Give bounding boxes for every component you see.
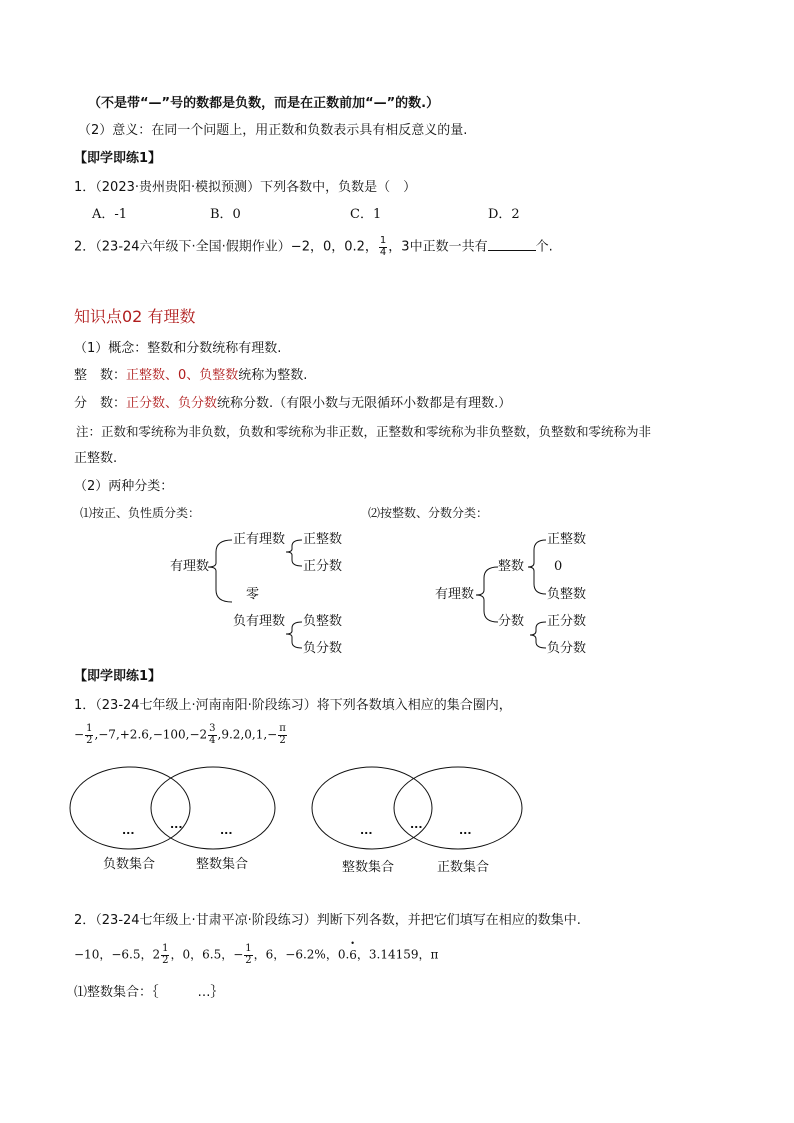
question-2-suffix-b: 个. [535, 239, 553, 255]
left-tree-negative-integer: 负整数 [303, 614, 343, 629]
right-tree-fraction: 分数 [498, 614, 525, 629]
venn2-left-label: 整数集合 [342, 860, 395, 875]
question-2-prefix: 2．（23-24六年级下·全国·假期作业）−2，0，0.2， [74, 239, 378, 255]
repeating-digit: • 6 [349, 948, 357, 962]
left-tree-zero: 零 [246, 587, 260, 602]
left-tree-positive-fraction: 正分数 [303, 559, 343, 574]
venn1-right-ellipse [151, 767, 275, 849]
venn2-right-ellipse [394, 767, 522, 849]
section3-q2-numbers [74, 944, 438, 966]
integer-label: 整 数： [74, 368, 127, 383]
question-2-suffix-a: ，3中正数一共有 [388, 239, 488, 255]
fraction-numerator: 1 [86, 723, 93, 734]
right-tree-zero: 0 [554, 559, 563, 574]
right-tree-root: 有理数 [435, 587, 475, 602]
fraction-denominator: 4 [209, 734, 216, 746]
number-segment: − [74, 727, 85, 742]
number-segment: ，0，6.5，− [170, 947, 244, 962]
number-segment: ，6，−6.2%，0. [253, 947, 350, 962]
two-classifications: （2）两种分类： [74, 479, 174, 494]
venn2-right-label: 正数集合 [437, 860, 490, 875]
concept-text: （1）概念：整数和分数统称有理数. [74, 341, 282, 356]
fraction-denominator: 2 [162, 954, 169, 966]
fraction-highlight: 正分数、负分数 [126, 396, 218, 411]
fraction-numerator: 1 [245, 943, 252, 954]
option-c: C．1 [350, 207, 382, 222]
fraction-numerator: 3 [209, 723, 216, 734]
venn1-left-dots: ... [122, 824, 135, 837]
left-caption: ⑴按正、负性质分类： [80, 506, 201, 520]
right-tree-negative-fraction: 负分数 [547, 641, 587, 656]
left-tree-negative: 负有理数 [233, 614, 286, 629]
fraction-denominator: 2 [279, 734, 286, 746]
right-tree-negative-integer: 负整数 [547, 587, 587, 602]
note-line-1: 注：正数和零统称为非负数，负数和零统称为非正数，正整数和零统称为非负整数，负整数和零统称为非 [76, 424, 652, 439]
venn1-right-label: 整数集合 [196, 857, 249, 872]
section-title: 知识点02 有理数 [74, 307, 196, 326]
venn2-right-dots: ... [459, 824, 472, 837]
number-segment: ，3.14159，π [356, 947, 439, 962]
right-tree-integer: 整数 [498, 559, 525, 574]
number-segment: ,−7,+2.6,−100,−2 [94, 727, 208, 742]
fraction [161, 944, 169, 966]
number-segment: −10，−6.5，2 [74, 947, 161, 962]
fraction-denominator: 2 [245, 954, 252, 966]
fraction-label: 分 数： [74, 396, 127, 411]
right-caption: ⑵按整数、分数分类： [368, 506, 489, 520]
fraction-numerator: 1 [162, 943, 169, 954]
note-negative-sign: （不是带“—”号的数都是负数，而是在正数前加“—”的数.） [88, 96, 440, 111]
left-tree-positive: 正有理数 [233, 532, 286, 547]
section3-question-2: 2．（23-24七年级上·甘肃平凉·阶段练习）判断下列各数，并把它们填写在相应的数集中. [74, 913, 581, 928]
right-tree-positive-integer: 正整数 [547, 532, 587, 547]
fraction-numerator: 1 [379, 235, 387, 246]
number-segment: ,9.2,0,1,− [217, 727, 278, 742]
practice-header-2: 【即学即练1】 [74, 669, 162, 684]
section3-question-1: 1．（23-24七年级上·河南南阳·阶段练习）将下列各数填入相应的集合圈内， [74, 698, 512, 713]
fraction-rest: 统称分数.（有限小数与无限循环小数都是有理数.） [217, 396, 512, 411]
fraction [244, 944, 252, 966]
right-tree-positive-fraction: 正分数 [547, 614, 587, 629]
question-1-text: 1．（2023·贵州贵阳·模拟预测）下列各数中，负数是（ ） [74, 180, 417, 195]
option-d: D．2 [488, 207, 520, 222]
practice-header-1: 【即学即练1】 [74, 151, 162, 166]
venn1-right-dots: ... [220, 824, 233, 837]
left-tree-root: 有理数 [170, 559, 210, 574]
meaning-text: （2）意义：在同一个问题上，用正数和负数表示具有相反意义的量. [78, 123, 468, 138]
left-tree-positive-integer: 正整数 [303, 532, 343, 547]
fraction-denominator: 2 [86, 734, 93, 746]
integer-set-line[interactable]: ⑴整数集合：｛ …｝ [74, 985, 224, 1000]
fraction-numerator: π [279, 723, 286, 734]
venn2-left-dots: ... [360, 824, 373, 837]
option-b: B．0 [210, 207, 241, 222]
left-tree-negative-fraction: 负分数 [303, 641, 343, 656]
integer-highlight: 正整数、0、负整数 [126, 368, 239, 383]
integer-rest: 统称为整数. [238, 368, 308, 383]
note-line-2: 正整数. [74, 451, 118, 466]
option-a: A．-1 [92, 207, 128, 222]
fraction-denominator: 4 [379, 246, 387, 258]
venn2-middle-dots: ... [410, 818, 423, 831]
venn1-middle-dots: ... [170, 818, 183, 831]
venn1-left-label: 负数集合 [103, 857, 156, 872]
